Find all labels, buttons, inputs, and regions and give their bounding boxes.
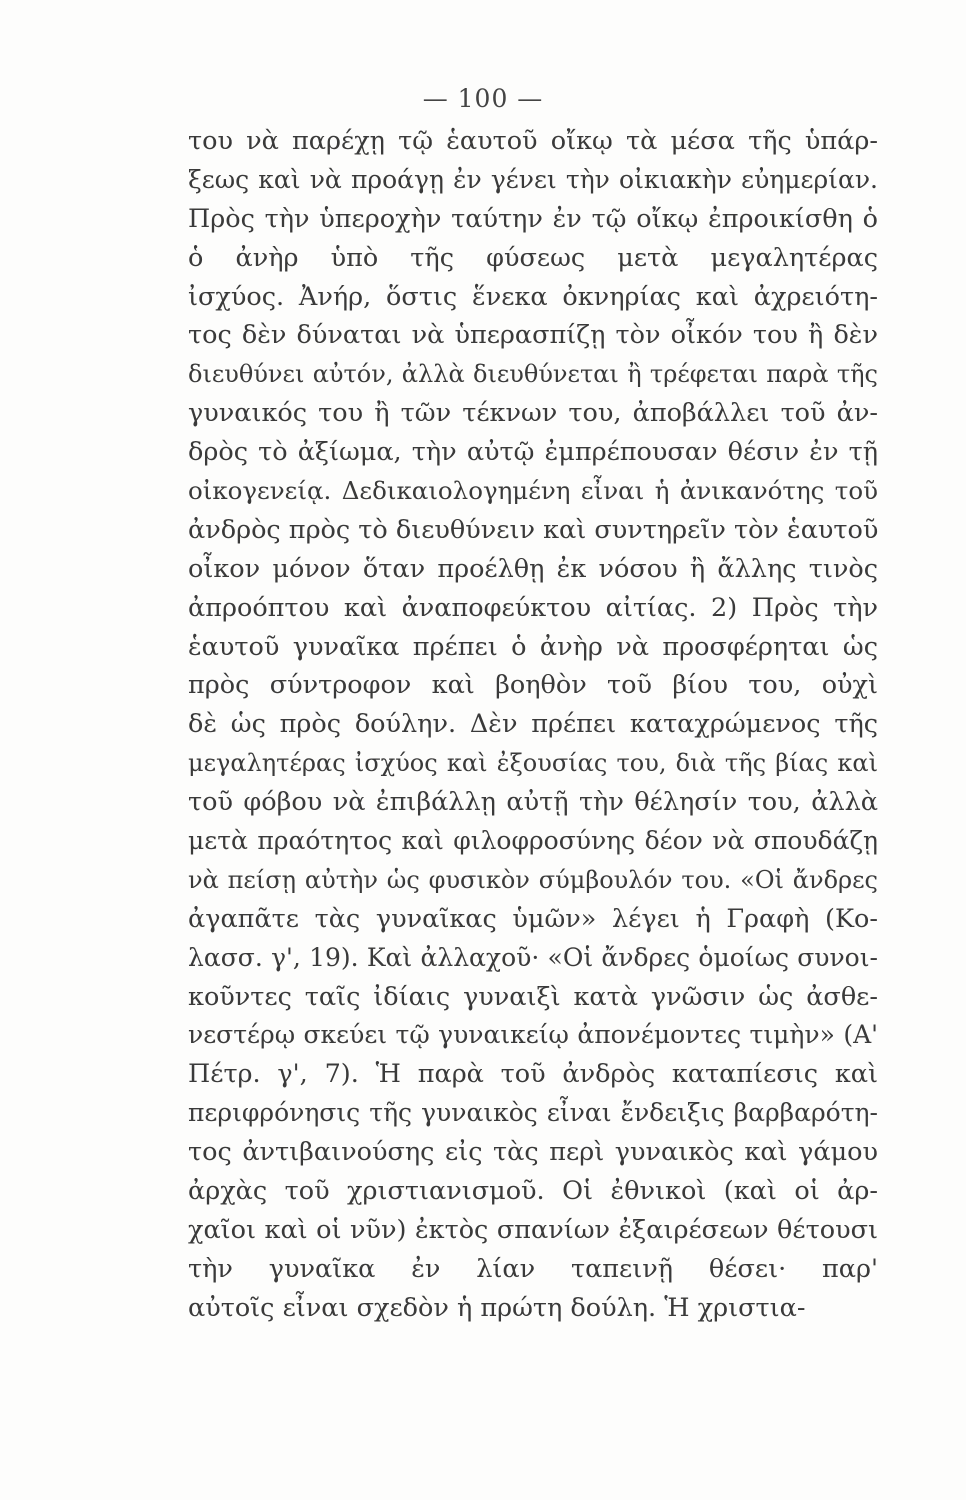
text-line: ἀγαπᾶτε τὰς γυναῖκας ὑμῶν» λέγει ἡ Γραφὴ (Κο- bbox=[188, 903, 878, 934]
page-number: — 100 — bbox=[422, 84, 544, 113]
text-line: ὁ ἀνὴρ ὑπὸ τῆς φύσεως μετὰ μεγαλητέρας bbox=[188, 242, 878, 273]
text-line: πρὸς σύντροφον καὶ βοηθὸν τοῦ βίου του, οὐχὶ bbox=[188, 670, 878, 701]
text-line: Πρὸς τὴν ὑπεροχὴν ταύτην ἐν τῷ οἴκῳ ἐπροικίσθη ὁ bbox=[188, 203, 878, 234]
text-line: αὐτοῖς εἶναι σχεδὸν ἡ πρώτη δούλη. Ἡ χριστια- bbox=[188, 1292, 806, 1323]
text-line: δὲ ὡς πρὸς δούλην. Δὲν πρέπει καταχρώμενος τῆς bbox=[188, 709, 878, 740]
text-line: τοῦ φόβου νὰ ἐπιβάλλῃ αὐτῇ τὴν θέλησίν του, ἀλλὰ bbox=[188, 787, 878, 818]
text-line: Πέτρ. γ', 7). Ἡ παρὰ τοῦ ἀνδρὸς καταπίεσις καὶ bbox=[188, 1059, 878, 1090]
text-line: ξεως καὶ νὰ προάγῃ ἐν γένει τὴν οἰκιακὴν εὐημερίαν. bbox=[188, 164, 878, 194]
text-line: οἰκογενείᾳ. Δεδικαιολογημένη εἶναι ἡ ἀνικανότης τοῦ bbox=[188, 476, 878, 506]
text-line: ἀνδρὸς πρὸς τὸ διευθύνειν καὶ συντηρεῖν τὸν ἑαυτοῦ bbox=[188, 514, 879, 545]
text-line: τος δὲν δύναται νὰ ὑπερασπίζῃ τὸν οἶκόν του ἢ δὲν bbox=[188, 320, 878, 351]
text-line: νὰ πείσῃ αὐτὴν ὡς φυσικὸν σύμβουλόν του. «Οἱ ἄνδρες bbox=[188, 865, 878, 894]
text-line: χαῖοι καὶ οἱ νῦν) ἐκτὸς σπανίων ἐξαιρέσεων θέτουσι bbox=[188, 1214, 878, 1245]
text-line: τος ἀντιβαινούσης εἰς τὰς περὶ γυναικὸς καὶ γάμου bbox=[188, 1137, 878, 1168]
text-line: ἑαυτοῦ γυναῖκα πρέπει ὁ ἀνὴρ νὰ προσφέρηται ὡς bbox=[188, 631, 878, 662]
text-line: περιφρόνησις τῆς γυναικὸς εἶναι ἔνδειξις βαρβαρότη- bbox=[188, 1098, 878, 1128]
text-line: λασσ. γ', 19). Καὶ ἀλλαχοῦ· «Οἱ ἄνδρες ὁμοίως συνοι- bbox=[188, 942, 878, 972]
text-line: μετὰ πραότητος καὶ φιλοφροσύνης δέον νὰ σπουδάζῃ bbox=[188, 826, 878, 856]
body-text bbox=[188, 122, 878, 1328]
text-line: ἀπροόπτου καὶ ἀναποφεύκτου αἰτίας. 2) Πρὸς τὴν bbox=[188, 592, 878, 623]
text-line: ἀρχὰς τοῦ χριστιανισμοῦ. Οἱ ἐθνικοὶ (καὶ οἱ ἀρ- bbox=[188, 1176, 878, 1207]
text-line: δρὸς τὸ ἀξίωμα, τὴν αὐτῷ ἐμπρέπουσαν θέσιν ἐν τῇ bbox=[188, 437, 878, 468]
text-line: ἰσχύος. Ἀνήρ, ὅστις ἕνεκα ὀκνηρίας καὶ ἀχρειότη- bbox=[188, 281, 878, 312]
text-line: νεστέρῳ σκεύει τῷ γυναικείῳ ἀπονέμοντες τιμὴν» (Α' bbox=[188, 1020, 878, 1050]
text-line: κοῦντες ταῖς ἰδίαις γυναιξὶ κατὰ γνῶσιν ὡς ἀσθε- bbox=[188, 981, 878, 1012]
text-line: γυναικός του ἢ τῶν τέκνων του, ἀποβάλλει τοῦ ἀν- bbox=[188, 398, 878, 429]
text-line: του νὰ παρέχῃ τῷ ἑαυτοῦ οἴκῳ τὰ μέσα τῆς ὑπάρ- bbox=[188, 126, 878, 156]
text-line: τὴν γυναῖκα ἐν λίαν ταπεινῇ θέσει· παρ' bbox=[188, 1253, 878, 1284]
text-line: οἶκον μόνον ὅταν προέλθῃ ἐκ νόσου ἢ ἄλλης τινὸς bbox=[188, 553, 878, 584]
text-line: μεγαλητέρας ἰσχύος καὶ ἐξουσίας του, διὰ τῆς βίας καὶ bbox=[188, 749, 878, 778]
text-line: διευθύνει αὐτόν, ἀλλὰ διευθύνεται ἢ τρέφεται παρὰ τῆς bbox=[188, 360, 878, 389]
